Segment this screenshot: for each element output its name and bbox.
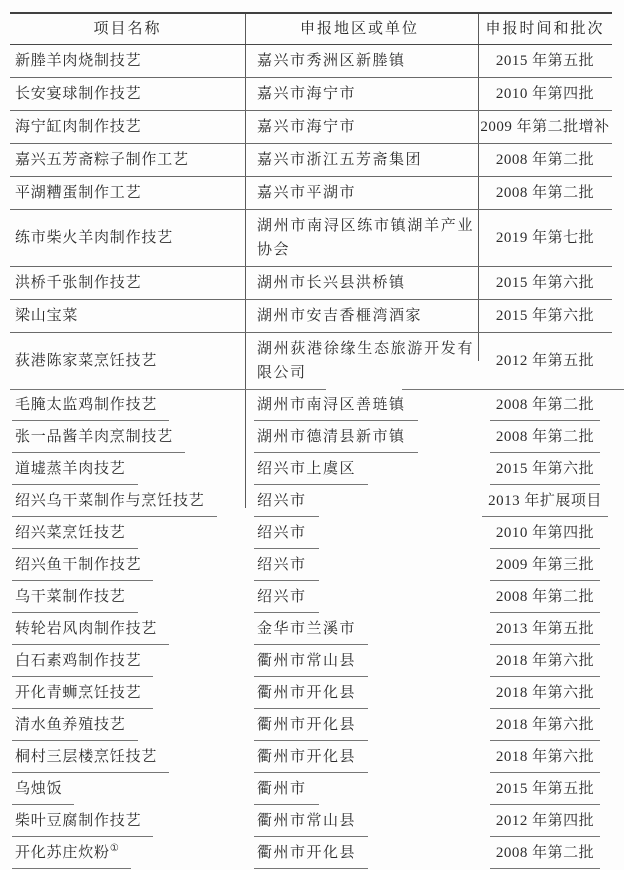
- batch-text: 2015 年第六批: [495, 275, 595, 291]
- table-row: [10, 78, 612, 111]
- batch-cell: [478, 837, 612, 869]
- region-cell: [245, 45, 478, 77]
- table-row: [10, 773, 612, 805]
- region-text: 绍兴市上虞区: [257, 458, 356, 480]
- project-name: 道墟蒸羊肉技艺: [15, 461, 126, 477]
- batch-cell: [478, 645, 612, 677]
- region-cell: [245, 613, 478, 645]
- batch-cell: [478, 677, 612, 709]
- region-text: 金华市兰溪市: [257, 618, 356, 640]
- batch-text: 2018 年第六批: [496, 746, 594, 768]
- project-name-cell: [10, 549, 245, 581]
- batch-text: 2015 年第六批: [495, 308, 595, 324]
- table-row: [10, 333, 612, 389]
- project-name: 乌干菜制作技艺: [15, 589, 126, 605]
- batch-text: 2012 年第五批: [495, 353, 595, 369]
- region-text: 衢州市: [257, 778, 307, 800]
- region-text: 嘉兴市秀洲区新塍镇: [257, 53, 406, 69]
- batch-text: 2015 年第五批: [496, 778, 594, 800]
- project-name: 开化苏庄炊粉: [15, 845, 110, 861]
- project-name: 桐村三层楼烹饪技艺: [15, 749, 158, 765]
- region-cell: [245, 837, 478, 869]
- region-cell: [245, 549, 478, 581]
- batch-text: 2008 年第二批: [496, 426, 594, 448]
- header-region-label: 申报地区或单位: [299, 21, 419, 37]
- project-name: 张一品酱羊肉烹制技艺: [15, 429, 174, 445]
- table-row: [10, 111, 612, 144]
- table-row: [10, 453, 612, 485]
- project-name-cell: [10, 210, 245, 266]
- batch-text: 2008 年第二批: [496, 842, 594, 864]
- region-cell: [245, 111, 478, 143]
- batch-cell: [478, 805, 612, 837]
- region-cell: [245, 581, 478, 613]
- region-text: 嘉兴市海宁市: [257, 119, 357, 135]
- batch-cell: [478, 613, 612, 645]
- project-name: 练市柴火羊肉制作技艺: [15, 230, 174, 246]
- batch-cell: [478, 485, 612, 517]
- project-name-cell: [10, 177, 245, 209]
- table-row: [10, 837, 612, 869]
- table-row: [10, 389, 612, 421]
- table-row: [10, 677, 612, 709]
- batch-text: 2008 年第二批: [495, 185, 595, 201]
- header-region: [245, 14, 478, 44]
- batch-text: 2008 年第二批: [495, 152, 595, 168]
- region-cell: [245, 517, 478, 549]
- table-row: [10, 645, 612, 677]
- region-cell: [245, 773, 478, 805]
- batch-cell: [478, 144, 612, 176]
- region-text: 湖州市南浔区练市镇湖羊产业协会: [257, 218, 474, 258]
- project-name: 清水鱼养殖技艺: [15, 717, 126, 733]
- region-text: 衢州市开化县: [257, 682, 356, 704]
- project-name: 绍兴乌干菜制作与烹饪技艺: [15, 493, 205, 509]
- batch-text: 2009 年第二批增补: [480, 119, 610, 135]
- batch-cell: [478, 549, 612, 581]
- table-row: [10, 485, 612, 517]
- project-name-cell: [10, 645, 245, 677]
- header-batch-label: 申报时间和批次: [485, 21, 605, 37]
- project-name-cell: [10, 144, 245, 176]
- region-cell: [245, 709, 478, 741]
- heritage-projects-table: [10, 12, 612, 869]
- project-name: 平湖糟蛋制作工艺: [15, 185, 142, 201]
- project-name: 柴叶豆腐制作技艺: [15, 813, 142, 829]
- project-name-cell: [10, 805, 245, 837]
- project-name: 洪桥千张制作技艺: [15, 275, 142, 291]
- table-row: [10, 144, 612, 177]
- project-name-cell: [10, 709, 245, 741]
- batch-text: 2013 年扩展项目: [488, 490, 602, 512]
- batch-text: 2015 年第五批: [495, 53, 595, 69]
- table-row: [10, 177, 612, 210]
- region-text: 绍兴市: [257, 490, 307, 512]
- region-text: 绍兴市: [257, 522, 307, 544]
- table-row: [10, 421, 612, 453]
- batch-cell: [478, 709, 612, 741]
- batch-text: 2018 年第六批: [496, 682, 594, 704]
- batch-text: 2010 年第四批: [496, 522, 594, 544]
- region-text: 湖州市安吉香榧湾酒家: [257, 308, 423, 324]
- region-cell: [245, 741, 478, 773]
- table-body: [10, 45, 612, 869]
- region-text: 衢州市常山县: [257, 810, 356, 832]
- batch-text: 2008 年第二批: [496, 586, 594, 608]
- project-name-cell: [10, 421, 245, 453]
- project-name: 转轮岩风肉制作技艺: [15, 621, 158, 637]
- project-name: 新塍羊肉烧制技艺: [15, 53, 142, 69]
- project-name-cell: [10, 389, 245, 421]
- region-cell: [245, 144, 478, 176]
- batch-cell: [478, 111, 612, 143]
- table-row: [10, 581, 612, 613]
- table-row: [10, 300, 612, 333]
- batch-text: 2013 年第五批: [496, 618, 594, 640]
- project-name-cell: [10, 517, 245, 549]
- batch-cell: [478, 517, 612, 549]
- project-name: 梁山宝菜: [15, 308, 79, 324]
- batch-cell: [478, 78, 612, 110]
- project-name: 海宁缸肉制作技艺: [15, 119, 142, 135]
- table-row: [10, 549, 612, 581]
- batch-text: 2012 年第四批: [496, 810, 594, 832]
- batch-cell: [478, 300, 612, 332]
- region-cell: [245, 210, 478, 266]
- project-name: 绍兴鱼干制作技艺: [15, 557, 142, 573]
- region-cell: [245, 645, 478, 677]
- project-name-cell: [10, 485, 245, 517]
- project-name-cell: [10, 300, 245, 332]
- batch-cell: [478, 177, 612, 209]
- region-cell: [245, 267, 478, 299]
- batch-cell: [478, 581, 612, 613]
- header-project-name: [10, 14, 245, 44]
- project-name-cell: [10, 267, 245, 299]
- table-row: [10, 45, 612, 78]
- project-name-cell: [10, 333, 245, 389]
- project-name: 白石素鸡制作技艺: [15, 653, 142, 669]
- project-name-cell: [10, 111, 245, 143]
- batch-cell: [478, 389, 612, 421]
- project-name-cell: [10, 78, 245, 110]
- batch-cell: [478, 267, 612, 299]
- region-text: 衢州市开化县: [257, 714, 356, 736]
- region-cell: [245, 677, 478, 709]
- table-row: [10, 805, 612, 837]
- region-cell: [245, 485, 478, 517]
- table-row: [10, 517, 612, 549]
- table-header-row: [10, 14, 612, 45]
- batch-text: 2009 年第三批: [496, 554, 594, 576]
- project-name-cell: [10, 613, 245, 645]
- batch-text: 2015 年第六批: [496, 458, 594, 480]
- project-name-cell: [10, 45, 245, 77]
- batch-cell: [478, 333, 612, 389]
- project-name: 荻港陈家菜烹饪技艺: [15, 353, 158, 369]
- region-text: 湖州市长兴县洪桥镇: [257, 275, 406, 291]
- project-name: 绍兴菜烹饪技艺: [15, 525, 126, 541]
- batch-text: 2019 年第七批: [495, 230, 595, 246]
- region-text: 嘉兴市浙江五芳斋集团: [257, 152, 423, 168]
- batch-cell: [478, 741, 612, 773]
- region-text: 湖州市南浔区善琏镇: [257, 394, 406, 416]
- region-text: 湖州荻港徐缘生态旅游开发有限公司: [257, 341, 474, 381]
- region-text: 嘉兴市平湖市: [257, 185, 357, 201]
- batch-cell: [478, 421, 612, 453]
- project-name-cell: [10, 453, 245, 485]
- region-text: 绍兴市: [257, 586, 307, 608]
- footnote-marker: ①: [109, 843, 119, 854]
- region-text: 湖州市德清县新市镇: [257, 426, 406, 448]
- batch-cell: [478, 453, 612, 485]
- project-name-cell: [10, 741, 245, 773]
- region-cell: [245, 78, 478, 110]
- region-cell: [245, 333, 478, 389]
- batch-cell: [478, 773, 612, 805]
- header-batch: [478, 14, 612, 44]
- table-row: [10, 210, 612, 267]
- table-row: [10, 267, 612, 300]
- region-cell: [245, 389, 478, 421]
- region-cell: [245, 177, 478, 209]
- table-row: [10, 613, 612, 645]
- region-text: 衢州市开化县: [257, 746, 356, 768]
- project-name-cell: [10, 677, 245, 709]
- region-text: 嘉兴市海宁市: [257, 86, 357, 102]
- project-name: 乌烛饭: [15, 781, 63, 797]
- batch-text: 2018 年第六批: [496, 714, 594, 736]
- project-name: 嘉兴五芳斋粽子制作工艺: [15, 152, 189, 168]
- table-row: [10, 709, 612, 741]
- project-name-cell: [10, 773, 245, 805]
- project-name: 开化青蛳烹饪技艺: [15, 685, 142, 701]
- batch-cell: [478, 45, 612, 77]
- project-name: 毛腌太监鸡制作技艺: [15, 397, 158, 413]
- region-cell: [245, 300, 478, 332]
- batch-text: 2008 年第二批: [496, 394, 594, 416]
- region-text: 衢州市常山县: [257, 650, 356, 672]
- region-cell: [245, 453, 478, 485]
- batch-cell: [478, 210, 612, 266]
- batch-text: 2010 年第四批: [495, 86, 595, 102]
- table-row: [10, 741, 612, 773]
- project-name-cell: [10, 837, 245, 869]
- region-text: 绍兴市: [257, 554, 307, 576]
- region-cell: [245, 421, 478, 453]
- project-name-cell: [10, 581, 245, 613]
- project-name: 长安宴球制作技艺: [15, 86, 142, 102]
- header-project-name-label: 项目名称: [93, 21, 162, 37]
- region-text: 衢州市开化县: [257, 842, 356, 864]
- region-cell: [245, 805, 478, 837]
- batch-text: 2018 年第六批: [496, 650, 594, 672]
